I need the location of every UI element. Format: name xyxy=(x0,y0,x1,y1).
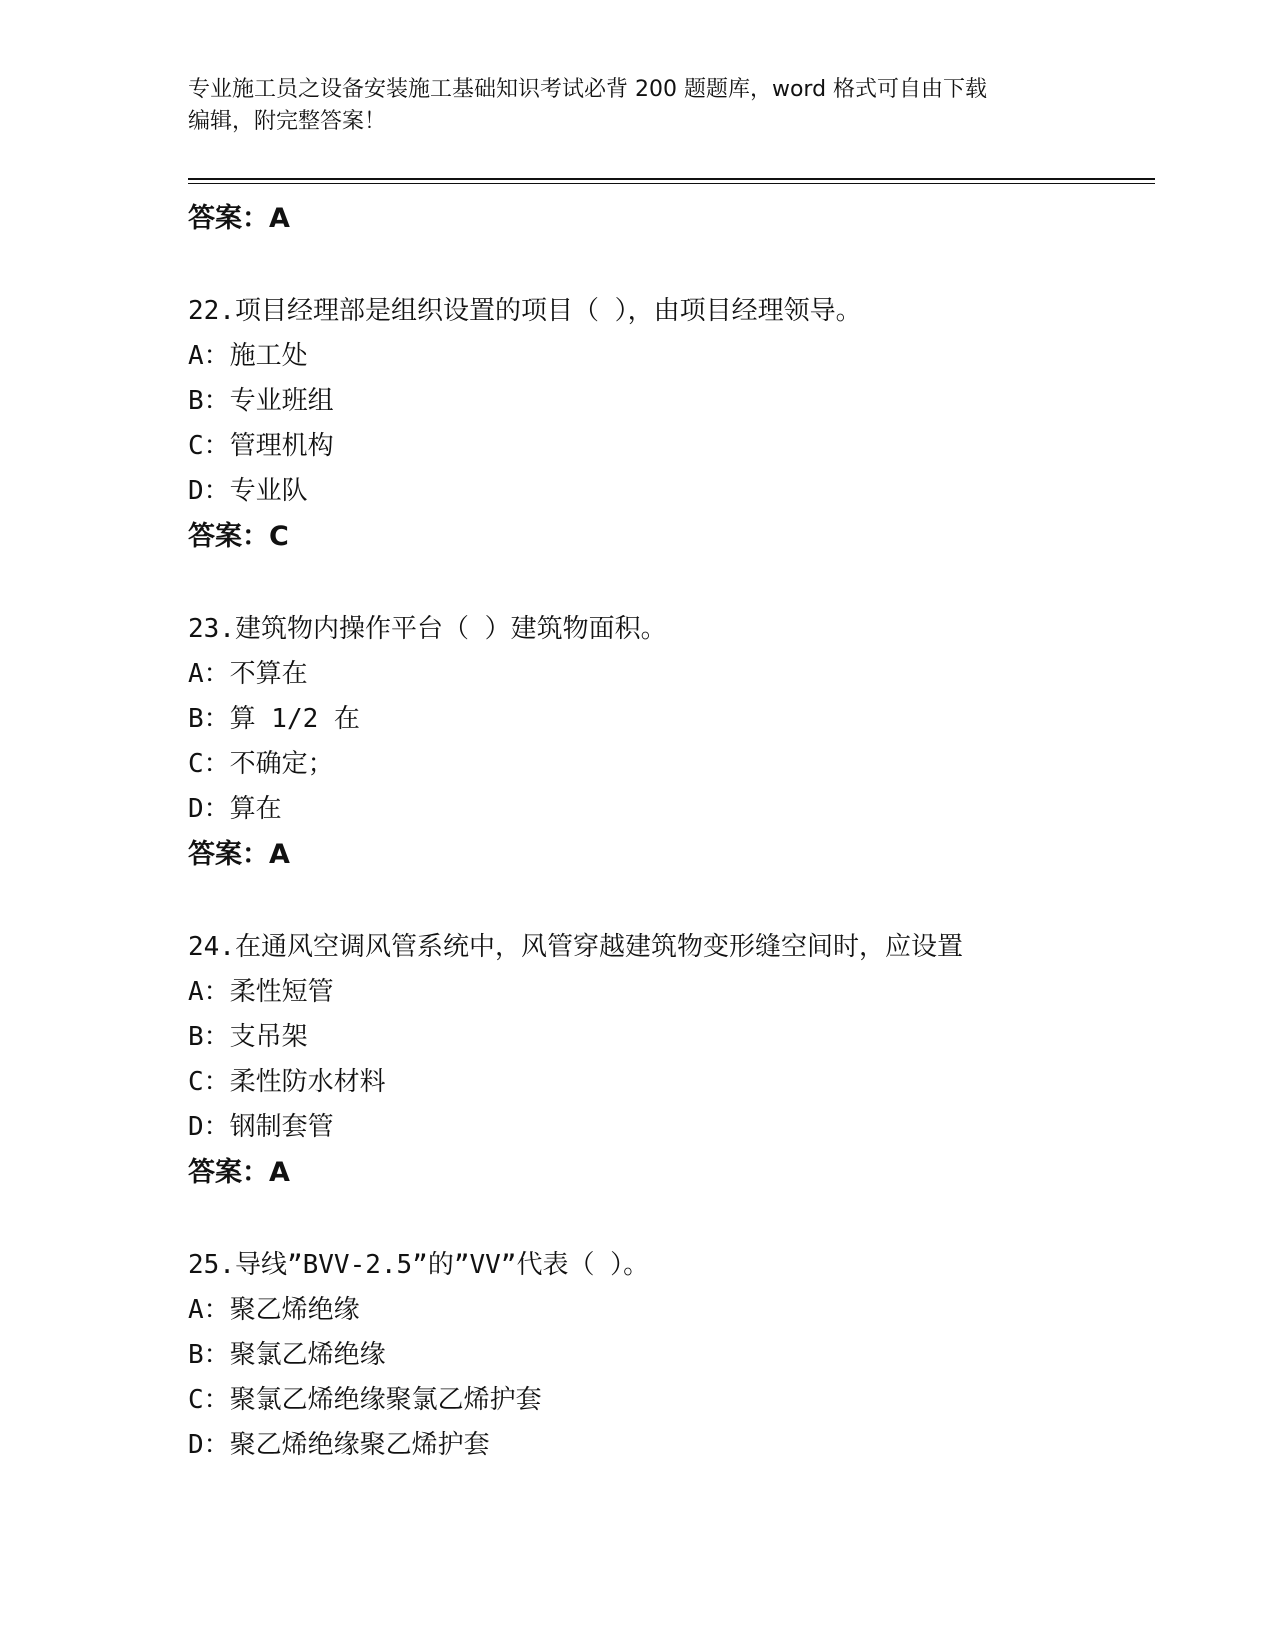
option-d: D：算在 xyxy=(188,794,282,824)
header-divider xyxy=(188,178,1155,180)
option-d: D：专业队 xyxy=(188,476,308,506)
option-d: D：钢制套管 xyxy=(188,1112,334,1142)
header-line-1: 专业施工员之设备安装施工基础知识考试必背 200 题题库，word 格式可自由下载 xyxy=(188,77,988,102)
question-stem: 23.建筑物内操作平台（ ）建筑物面积。 xyxy=(188,614,667,644)
option-a: A：施工处 xyxy=(188,341,308,371)
question-list xyxy=(188,196,1155,1468)
option-a: A：柔性短管 xyxy=(188,977,334,1007)
option-b: B：聚氯乙烯绝缘 xyxy=(188,1340,386,1370)
answer-line: 答案：A xyxy=(188,839,290,870)
question-stem: 25.导线”BVV-2.5”的”VV”代表（ ）。 xyxy=(188,1250,650,1280)
answer-line: 答案：C xyxy=(188,521,289,552)
header-line-2: 编辑，附完整答案！ xyxy=(188,109,387,134)
option-a: A：不算在 xyxy=(188,659,308,689)
question-23 xyxy=(188,606,1155,878)
option-d: D：聚乙烯绝缘聚乙烯护套 xyxy=(188,1430,490,1460)
answer-line: 答案：A xyxy=(188,1157,290,1188)
question-24 xyxy=(188,924,1155,1196)
question-22 xyxy=(188,288,1155,560)
option-a: A：聚乙烯绝缘 xyxy=(188,1295,360,1325)
document-header xyxy=(188,74,1088,138)
previous-answer: 答案：A xyxy=(188,203,290,234)
option-b: B：专业班组 xyxy=(188,386,334,416)
option-c: C：聚氯乙烯绝缘聚氯乙烯护套 xyxy=(188,1385,542,1415)
question-25 xyxy=(188,1242,1155,1468)
option-b: B：算 1/2 在 xyxy=(188,704,360,734)
header-divider-thin xyxy=(188,183,1155,184)
option-c: C：柔性防水材料 xyxy=(188,1067,386,1097)
option-c: C：不确定； xyxy=(188,749,334,779)
question-stem: 24.在通风空调风管系统中，风管穿越建筑物变形缝空间时，应设置 xyxy=(188,932,963,962)
option-c: C：管理机构 xyxy=(188,431,334,461)
option-b: B：支吊架 xyxy=(188,1022,308,1052)
question-stem: 22.项目经理部是组织设置的项目（ ），由项目经理领导。 xyxy=(188,296,862,326)
